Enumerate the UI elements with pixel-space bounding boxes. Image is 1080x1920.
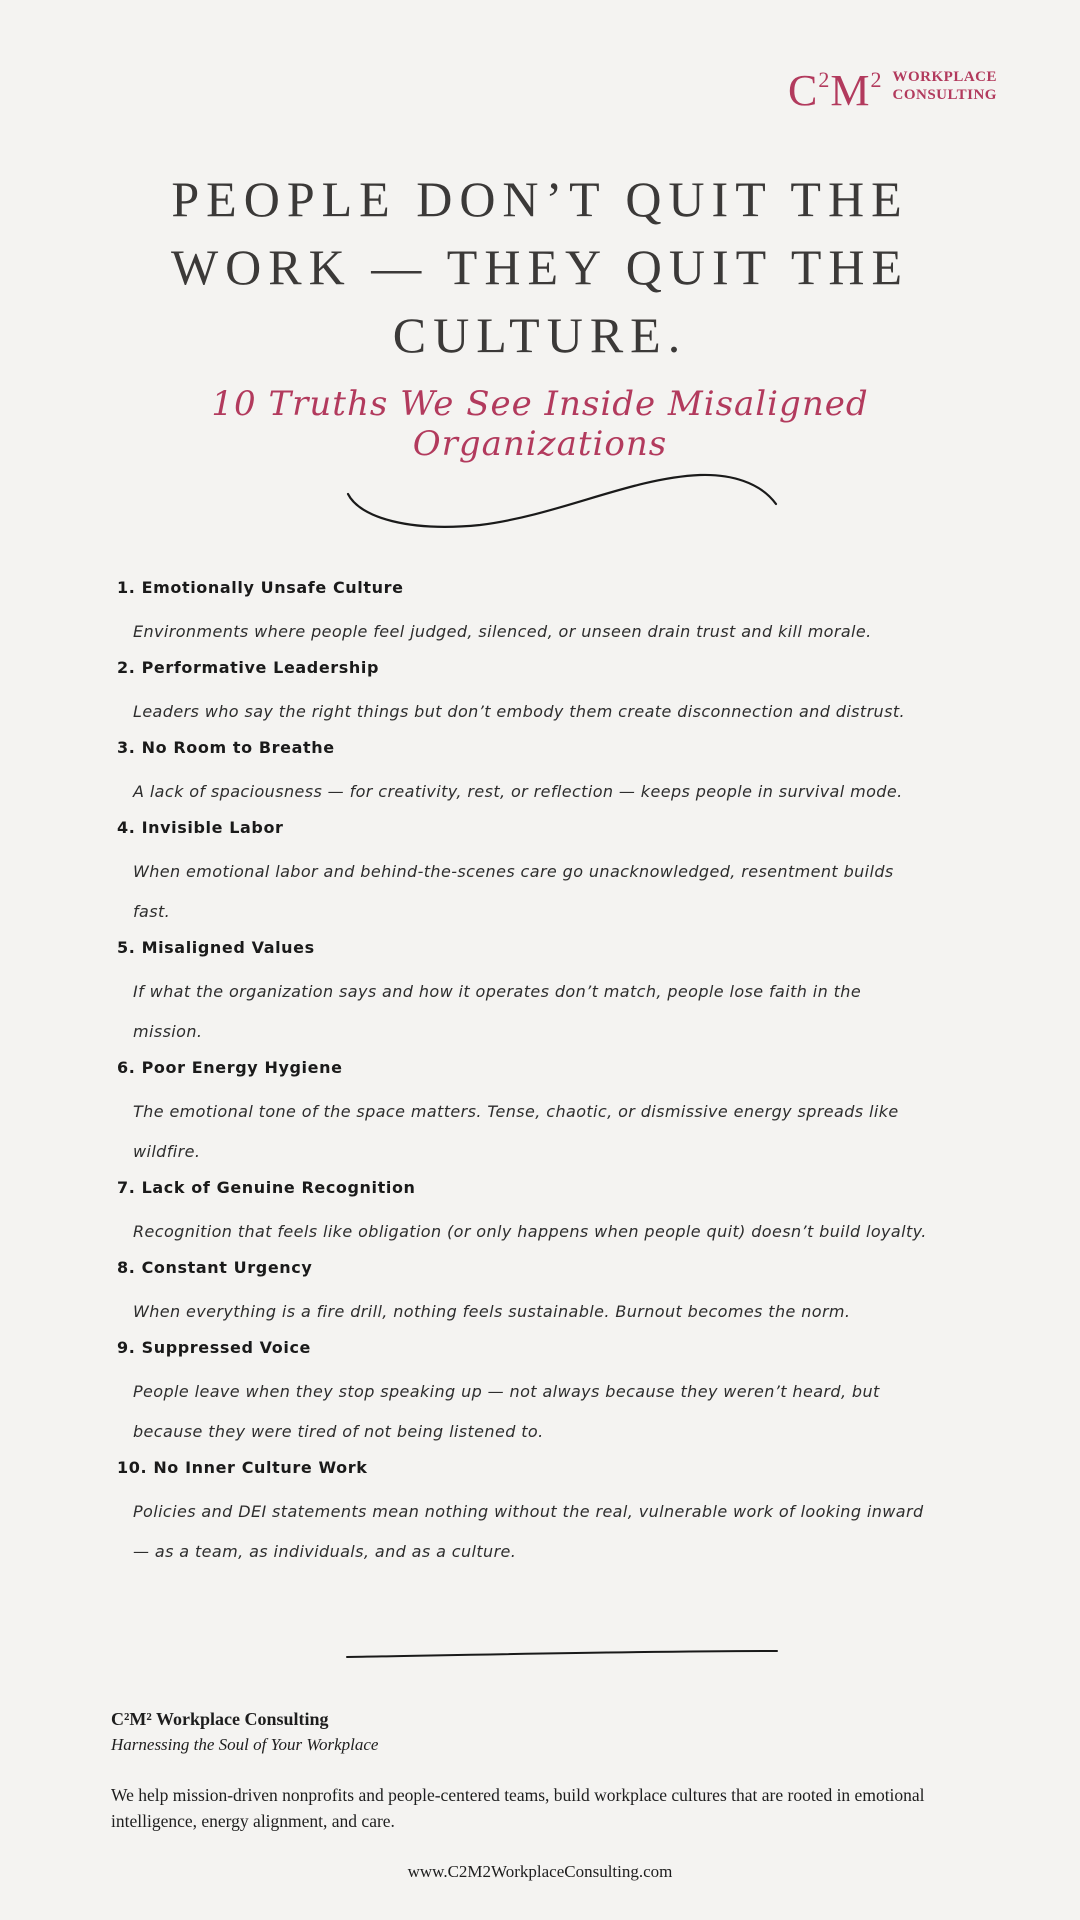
truth-item [117,572,977,652]
footer [111,1706,971,1834]
truth-description: Policies and DEI statements mean nothing without the real, vulnerable work of looking inward — as a team, as individuals, and as a culture. [133,1502,924,1561]
logo-mark: $C^2M^2$ [788,66,883,115]
footer-tagline: Harnessing the Soul of Your Workplace [111,1735,379,1754]
truth-item [117,1252,977,1332]
footer-blurb: We help mission-driven nonprofits and people-centered teams, build workplace cultures that are rooted in emotional intelligence, energy alignment, and care. [111,1785,925,1831]
page-title [120,165,960,369]
truth-item [117,652,977,732]
truth-title: 8. Constant Urgency [117,1258,313,1277]
truth-description: When emotional labor and behind-the-scenes care go unacknowledged, resentment builds fast. [133,862,894,921]
title-line-1: PEOPLE DON’T QUIT THE [171,171,909,227]
divider-line [345,1645,785,1665]
website-link[interactable]: www.C2M2WorkplaceConsulting.com [407,1862,673,1881]
truth-item [117,932,977,1052]
truth-description: Leaders who say the right things but don’t embody them create disconnection and distrust. [133,702,905,721]
title-line-2: WORK — THEY QUIT THE [170,239,910,295]
truth-description: The emotional tone of the space matters. Tense, chaotic, or dismissive energy spreads like wildfire. [133,1102,899,1161]
logo-wordmark [892,68,997,104]
truth-item [117,732,977,812]
logo-line-1: WORKPLACE [892,68,997,85]
subtitle: 10 Truths We See Inside Misaligned Organizations [211,384,869,464]
truth-description: Recognition that feels like obligation (or only happens when people quit) doesn’t build loyalty. [133,1222,927,1241]
truth-description: If what the organization says and how it operates don’t match, people lose faith in the mission. [133,982,862,1041]
truth-item [117,1052,977,1172]
truth-title: 9. Suppressed Voice [117,1338,311,1357]
truth-description: Environments where people feel judged, silenced, or unseen drain trust and kill morale. [133,622,872,641]
truth-title: 3. No Room to Breathe [117,738,335,757]
truth-item [117,812,977,932]
footer-company-name: C²M² Workplace Consulting [111,1709,329,1729]
truth-title: 7. Lack of Genuine Recognition [117,1178,416,1197]
truth-item [117,1332,977,1452]
truth-item [117,1172,977,1252]
truth-description: A lack of spaciousness — for creativity, rest, or reflection — keeps people in survival mode. [133,782,903,801]
truth-title: 10. No Inner Culture Work [117,1458,368,1477]
logo-line-2: CONSULTING [892,86,997,103]
decorative-swoosh [340,470,780,540]
brand-logo [788,58,997,113]
truths-list [117,572,977,1572]
truth-title: 6. Poor Energy Hygiene [117,1058,343,1077]
truth-description: People leave when they stop speaking up — not always because they weren’t heard, but because they were tired of not being listened to. [133,1382,880,1441]
truth-description: When everything is a fire drill, nothing feels sustainable. Burnout becomes the norm. [133,1302,851,1321]
truth-title: 5. Misaligned Values [117,938,315,957]
truth-title: 1. Emotionally Unsafe Culture [117,578,404,597]
truth-title: 2. Performative Leadership [117,658,380,677]
title-line-3: CULTURE. [392,307,688,363]
truth-title: 4. Invisible Labor [117,818,284,837]
truth-item [117,1452,977,1572]
